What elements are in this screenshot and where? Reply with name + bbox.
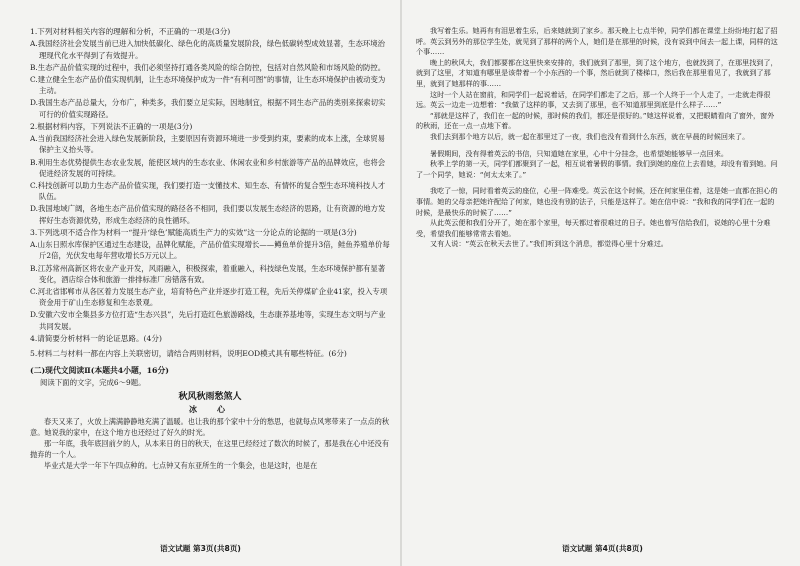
story-paragraph: 从此英云便和我们分开了，她在那个家里，每天都过着很难过的日子。她也曾写信给我们，说她的心里十分难受，希望我们能够常常去看她。: [416, 218, 771, 238]
section-heading: (二)现代文阅读Ⅱ(本题共4小题，16分): [30, 365, 169, 375]
question-2-option-d: D.我国地域广阔，各地生态产品价值实现的路径各不相同，我们要以发展生态经济的思路，让有资源的地方发挥好生态资源优势，形成生态经济的良性循环。: [30, 204, 386, 225]
story-paragraph: 晚上的秋风大，我们都要都在这里快来安排的，我们就到了那里，到了这个地方，也就找到了，在那里找到了，就到了这里，才知道有哪里是该带着一个小东西的一个事，然后就到了楼梯口，然后我在那里看见了，我就到了那里，就到了她那样的事……: [416, 57, 778, 88]
question-1-option-a: A.我国经济社会发展当前已进入加快低碳化、绿色化的高质量发展阶段，绿色低碳转型成效显著，生态环境治理现代化水平得到了有效提升。: [30, 39, 386, 60]
page-4: [416, 26, 778, 538]
story-paragraph: 暑假期间，没有得着英云的书信，只知道她在家里，心中十分挂念，也希望她能够早一点回来。: [430, 148, 728, 158]
question-5: 5.材料二与材料一都在内容上关联密切，请结合两则材料，说明EOD模式具有哪些特征。(6分): [30, 349, 347, 359]
story-paragraph: 我们去到那个地方以后，就一起在那里过了一夜，我们也没有看到什么东西，就在早晨的时候回来了。: [430, 131, 750, 141]
question-2-option-b: B.利用生态优势提供生态农业发展，能使区域内的生态农业、休闲农业和乡村旅游等产品的品牌效应，也将会促进经济发展的可持续。: [30, 157, 386, 178]
story-title: 秋风秋雨愁煞人: [178, 391, 242, 402]
page-4-footer: 语文试题 第4页(共8页): [562, 544, 643, 553]
story-author: 冰 心: [189, 404, 231, 414]
story-paragraph: 又有人说：“英云在秋天去世了。”我们听到这个消息，都觉得心里十分难过。: [430, 239, 668, 249]
question-3-option-d: D.安徽六安市全集县多方位打造“生态兴县”，先后打造红色旅游路线，生态康养基地等，实现生态文明与产业共同发展。: [30, 310, 386, 331]
story-paragraph: 这时一个人站在窗前，和同学们一起说着话，在同学们都走了之后，那一个人终于一个人走了，一走就走得很远。英云一边走一边想着：“我做了这样的事，又去到了那里，也不知道那里到底是什么样子……”: [416, 89, 771, 110]
page-3: [30, 26, 390, 538]
story-paragraph: 春天又来了，火放上满满静静地充满了温暖。也让我的那个家中十分的愁思，也就每点风寒带来了一点点的秋意。她说我的家中，在这个地方也还经过了好久的时光。: [30, 416, 390, 437]
question-2-option-c: C.科技创新可以助力生态产品价值实现，我们要打造一支懂技术、知生态、有情怀的复合型生态环境科技人才队伍。: [30, 181, 386, 202]
question-2-option-a: A.当前我国经济社会进入绿色发展新阶段，主要原因有资源环境进一步受到约束，要素的成本上涨，全球贸易保护主义抬头等。: [30, 134, 386, 155]
question-1-option-c: C.建立健全生态产品价值实现机制，让生态环境保护成为一件“有利可图”的事情，让生态环境保护由被动变为主动。: [30, 75, 386, 96]
story-paragraph: 我吃了一惊，同时看着英云的座位，心里一阵难受。英云在这个时候，还在何家里住着，这是她一直都在担心的事情。她的父母亲把她许配给了何家，她也没有别的法子，只能是这样了。她在信中说：“我和我的同学们在一起的时候，是最快乐的时候了……”: [416, 186, 778, 217]
page-3-footer: 语文试题 第3页(共8页): [160, 544, 241, 553]
question-3-option-a: A.山东日照水库保护区通过生态建设，品牌化赋能，产品价值实现增长——鳟鱼单价提升3倍，鲑鱼养殖单价每斤2倍，光伏发电每年营收增长5万元以上。: [30, 240, 390, 261]
question-3-option-b: B.江苏常州高新区将农业产业开发，风雨融入，积极探索，着重融入，科技绿色发展，生态环境保护都有显著变化，酒店综合体和旅游一排排标准厂房错落有致。: [30, 263, 386, 284]
question-4: 4.请简要分析材料一的论证思路。(4分): [30, 333, 162, 343]
question-1-stem: 1.下列对材料相关内容的理解和分析，不正确的一项是(3分): [30, 27, 231, 36]
story-paragraph: “那就是这样了，我们在一起的时候，那时候的我们，都还是很好的。”她这样说着，又把眼睛看向了窗外，窗外的秋雨，还在一点一点地下着。: [416, 110, 775, 131]
story-paragraph: 毕业式是大学一年下午四点种的。七点钟又有东亚所生的一个集会，也是这时，也是在: [44, 460, 318, 470]
question-3-option-c: C.河北省邯郸市从各区着力发展生态产业，培育特色产业并逐步打造工程，先后关停煤矿企业41家，投入专项资金用于矿山生态修复和生态景观。: [30, 287, 388, 308]
page-divider: [400, 0, 402, 566]
question-3-stem: 3.下列选项不适合作为材料一“提升‘绿色’赋能高质生产力的实效”这一分论点的论据的一项是(3分): [30, 227, 357, 237]
section-instructions: 阅读下面的文字，完成6～9题。: [40, 377, 146, 387]
question-1-option-b: B.生态产品价值实现的过程中，我们必须坚持打通各类风险的综合防控，包括对自然风险和市场风险的防控。: [30, 62, 386, 72]
question-1-option-d: D.我国生态产品总量大，分布广，种类多，我们要立足实际，因地制宜，根据不同生态产品的类别来探索切实可行的价值实现路径。: [30, 98, 386, 119]
story-paragraph: 我写着生乐。她再有有泪思着生乐，后来她就到了家乡。那天晚上七点半钟，同学们都在课堂上纷纷地打起了招呼。英云到另外的那位学生处，就见到了那样的两个人，她们是在那里的时候，没有说到中间去一起上课，同样的这个事……: [416, 26, 778, 57]
question-2-stem: 2.根据材料内容，下列说法不正确的一项是(3分): [30, 121, 193, 131]
story-paragraph: 那一年底，我年底回前夕的人，从本来日的日的秋天，在这里已经经过了数次的时候了，那是我在心中还没有抛弃的一个人。: [30, 438, 390, 459]
story-paragraph: 秋季上学的第一天，同学们都聚到了一起，相互说着暑假的事情。我们到她的座位上去看她，却没有看到她。问了一个同学，她说：“何太太来了。”: [416, 159, 778, 179]
